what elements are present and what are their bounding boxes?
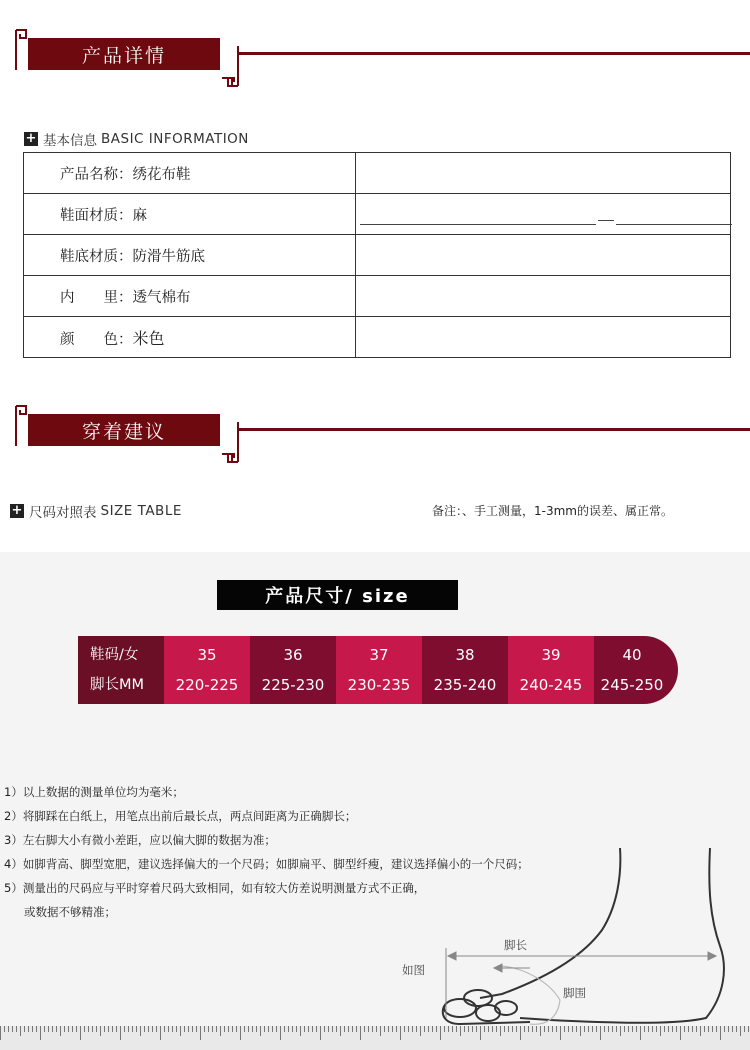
length-value: 225-230 xyxy=(261,676,325,694)
size-column xyxy=(594,636,678,704)
sole-material-value: 防滑牛筋底 xyxy=(132,248,205,265)
size-column xyxy=(508,636,594,704)
plus-icon: + xyxy=(25,131,37,146)
table-row xyxy=(24,276,731,317)
foot-girth-annotation: 脚围 xyxy=(563,986,586,1000)
table-cell-empty xyxy=(356,276,731,317)
section-title: 产品详情 xyxy=(28,38,220,70)
table-cell-label: 内 里：透气棉布 xyxy=(24,276,356,317)
table-cell-label: 颜 色：米色 xyxy=(24,317,356,358)
table-cell-empty xyxy=(356,317,731,358)
size-column xyxy=(250,636,336,704)
table-row xyxy=(24,153,731,194)
size-value: 40 xyxy=(622,646,642,664)
size-table-heading xyxy=(10,501,182,521)
section-divider xyxy=(238,428,750,431)
size-table-heading-en: SIZE TABLE xyxy=(100,503,182,519)
length-value: 220-225 xyxy=(175,676,239,694)
blank-underline xyxy=(360,224,596,225)
size-column xyxy=(422,636,508,704)
table-cell-label: 鞋面材质：麻 xyxy=(24,194,356,235)
basic-info-heading xyxy=(24,129,249,149)
instruction-line: 4）如脚背高、脚型宽肥，建议选择偏大的一个尺码；如脚扁平、脚型纤瘦，建议选择偏小的一个尺码； xyxy=(4,857,529,871)
section-header-wearing-advice xyxy=(0,404,750,464)
measurement-note: 备注：、手工测量，1-3mm的误差、属正常。 xyxy=(432,504,673,518)
row-label-foot-length: 脚长MM xyxy=(90,677,145,693)
size-value: 39 xyxy=(541,646,561,664)
size-value: 38 xyxy=(455,646,475,664)
table-cell-empty xyxy=(356,194,731,235)
size-column xyxy=(164,636,250,704)
table-cell-empty xyxy=(356,153,731,194)
size-value: 36 xyxy=(283,646,303,664)
basic-info-heading-en: BASIC INFORMATION xyxy=(101,131,249,147)
size-chart-title: 产品尺寸/ size xyxy=(217,580,458,610)
basic-info-table xyxy=(23,152,731,358)
size-column xyxy=(336,636,422,704)
size-value: 37 xyxy=(369,646,389,664)
length-value: 230-235 xyxy=(347,676,411,694)
instruction-line: 3）左右脚大小有微小差距，应以偏大脚的数据为准； xyxy=(4,833,276,847)
row-label-shoe-size: 鞋码/女 xyxy=(90,647,139,663)
basic-info-heading-cn: 基本信息 xyxy=(43,133,97,149)
product-name-value: 绣花布鞋 xyxy=(132,166,191,183)
blank-underline xyxy=(616,224,732,225)
length-value: 235-240 xyxy=(433,676,497,694)
size-value: 35 xyxy=(197,646,217,664)
foot-length-annotation: 脚长 xyxy=(504,938,527,952)
lining-value: 透气棉布 xyxy=(132,289,191,306)
size-grid xyxy=(78,636,678,704)
example-annotation: 如图 xyxy=(402,963,425,977)
table-cell-label: 产品名称：绣花布鞋 xyxy=(24,153,356,194)
upper-material-value: 麻 xyxy=(132,207,147,224)
table-cell-empty xyxy=(356,235,731,276)
length-value: 245-250 xyxy=(600,676,664,694)
table-cell-label: 鞋底材质：防滑牛筋底 xyxy=(24,235,356,276)
section-divider xyxy=(238,52,750,55)
section-title: 穿着建议 xyxy=(28,414,220,446)
instruction-line: 2）将脚踩在白纸上，用笔点出前后最长点，两点间距离为正确脚长； xyxy=(4,809,357,823)
plus-icon: + xyxy=(11,503,23,518)
section-header-details xyxy=(0,28,750,88)
blank-underline xyxy=(598,220,614,221)
instruction-line: 或数据不够精准； xyxy=(24,905,116,919)
size-grid-header-column xyxy=(78,636,164,704)
table-row xyxy=(24,194,731,235)
table-row xyxy=(24,235,731,276)
instruction-line: 1）以上数据的测量单位均为毫米； xyxy=(4,785,184,799)
ruler-graphic xyxy=(0,1026,750,1050)
instruction-line: 5）测量出的尺码应与平时穿着尺码大致相同，如有较大仿差说明测量方式不正确， xyxy=(4,881,426,895)
table-row xyxy=(24,317,731,358)
size-table-heading-cn: 尺码对照表 xyxy=(29,505,97,521)
color-value: 米色 xyxy=(132,328,165,348)
length-value: 240-245 xyxy=(519,676,583,694)
